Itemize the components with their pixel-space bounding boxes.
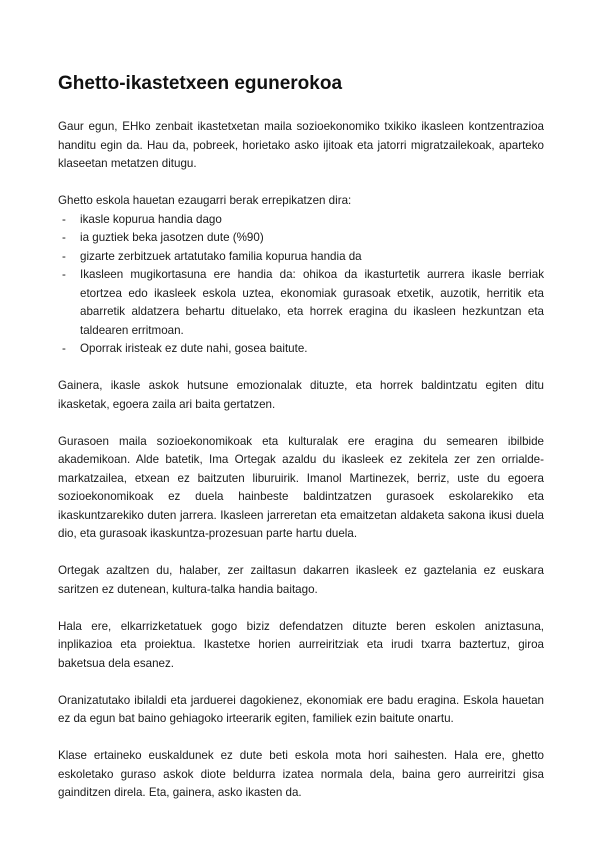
page-title: Ghetto-ikastetxeen egunerokoa: [58, 73, 343, 94]
list-item: - Oporrak iristeak ez dute nahi, gosea baitute.: [45, 340, 544, 359]
paragraph-3: Gainera, ikasle askok hutsune emozionalak dituzte, eta horrek baldintzatu egiten ditu ikasketak, egoera zaila ari baita gertatzen.: [58, 379, 544, 411]
paragraph-2: Ghetto eskola hauetan ezaugarri berak errepikatzen dira:: [58, 194, 352, 207]
paragraph-1: Gaur egun, EHko zenbait ikastetxetan maila sozioekonomiko txikiko ikasleen kontzentrazioa handitu egin da. Hau da, pobreek, horietako asko ijitoak eta jatorri migratzailekoak, aparteko klaseetan metatzen ditugu.: [58, 120, 544, 170]
list-item: - ia guztiek beka jasotzen dute (%90): [45, 229, 544, 248]
list-item: - gizarte zerbitzuek artatutako familia kopurua handia da: [45, 248, 544, 267]
paragraph-8: Klase ertaineko euskaldunek ez dute beti eskola mota hori saihesten. Hala ere, ghetto eskoletako guraso askok diote beldurra izatea normala dela, baina gero aurreiritzi gisa gainditzen direla. Eta, gainera, asko ikasten da.: [58, 749, 544, 799]
paragraph-4: Gurasoen maila sozioekonomikoak eta kulturalak ere eragina du semearen ibilbide akademikoan. Alde batetik, Ima Ortegak azaldu du ikasleek ez zekitela zer zen orrialde-markatzailea, etxean ez baitzuten liburuirik. Imanol Martinezek, berriz, uste du egoera sozioekonomikoak ez duela hainbeste baldintzatzen gurasoek eskolarekiko eta ikaskuntzarekiko duten jarrera. Ikasleen jarreretan eta emaitzetan aldaketa sakona ikusi duela dio, eta gurasoak ikaskuntza-prozesuan parte hartu duela.: [58, 434, 544, 540]
paragraph-7: Oranizatutako ibilaldi eta jarduerei dagokienez, ekonomiak ere badu eragina. Eskola hauetan ez da egun bat baino gehiagoko irteerarik egiten, familiek ezin baitute onartu.: [58, 693, 544, 725]
paragraph-6: Hala ere, elkarrizketatuek gogo biziz defendatzen dituzte beren eskolen aniztasuna, inplikazioa eta proiektua. Ikastetxe horien aurreiritziak eta irudi txarra baztertuz, giroa baketsua dela esanez.: [58, 619, 544, 670]
document-page: [58, 72, 544, 821]
bullet-list: [58, 211, 544, 359]
list-item: - Ikasleen mugikortasuna ere handia da: ohikoa da ikasturtetik aurrera ikasle berriak etortzea edo ikasleek eskola uztea, ekonomiak gurasoak etxetik, auzotik, herritik eta abarretik aldatzera behartu dituelako, eta horrek eragina du ikasleen hezkuntzan eta taldearen erritmoan.: [45, 266, 544, 340]
list-item: - ikasle kopurua handia dago: [45, 211, 544, 230]
paragraph-5: Ortegak azaltzen du, halaber, zer zailtasun dakarren ikasleek ez gaztelania ez euskara saritzen ez dutenean, kultura-talka handia baitago.: [58, 564, 544, 596]
